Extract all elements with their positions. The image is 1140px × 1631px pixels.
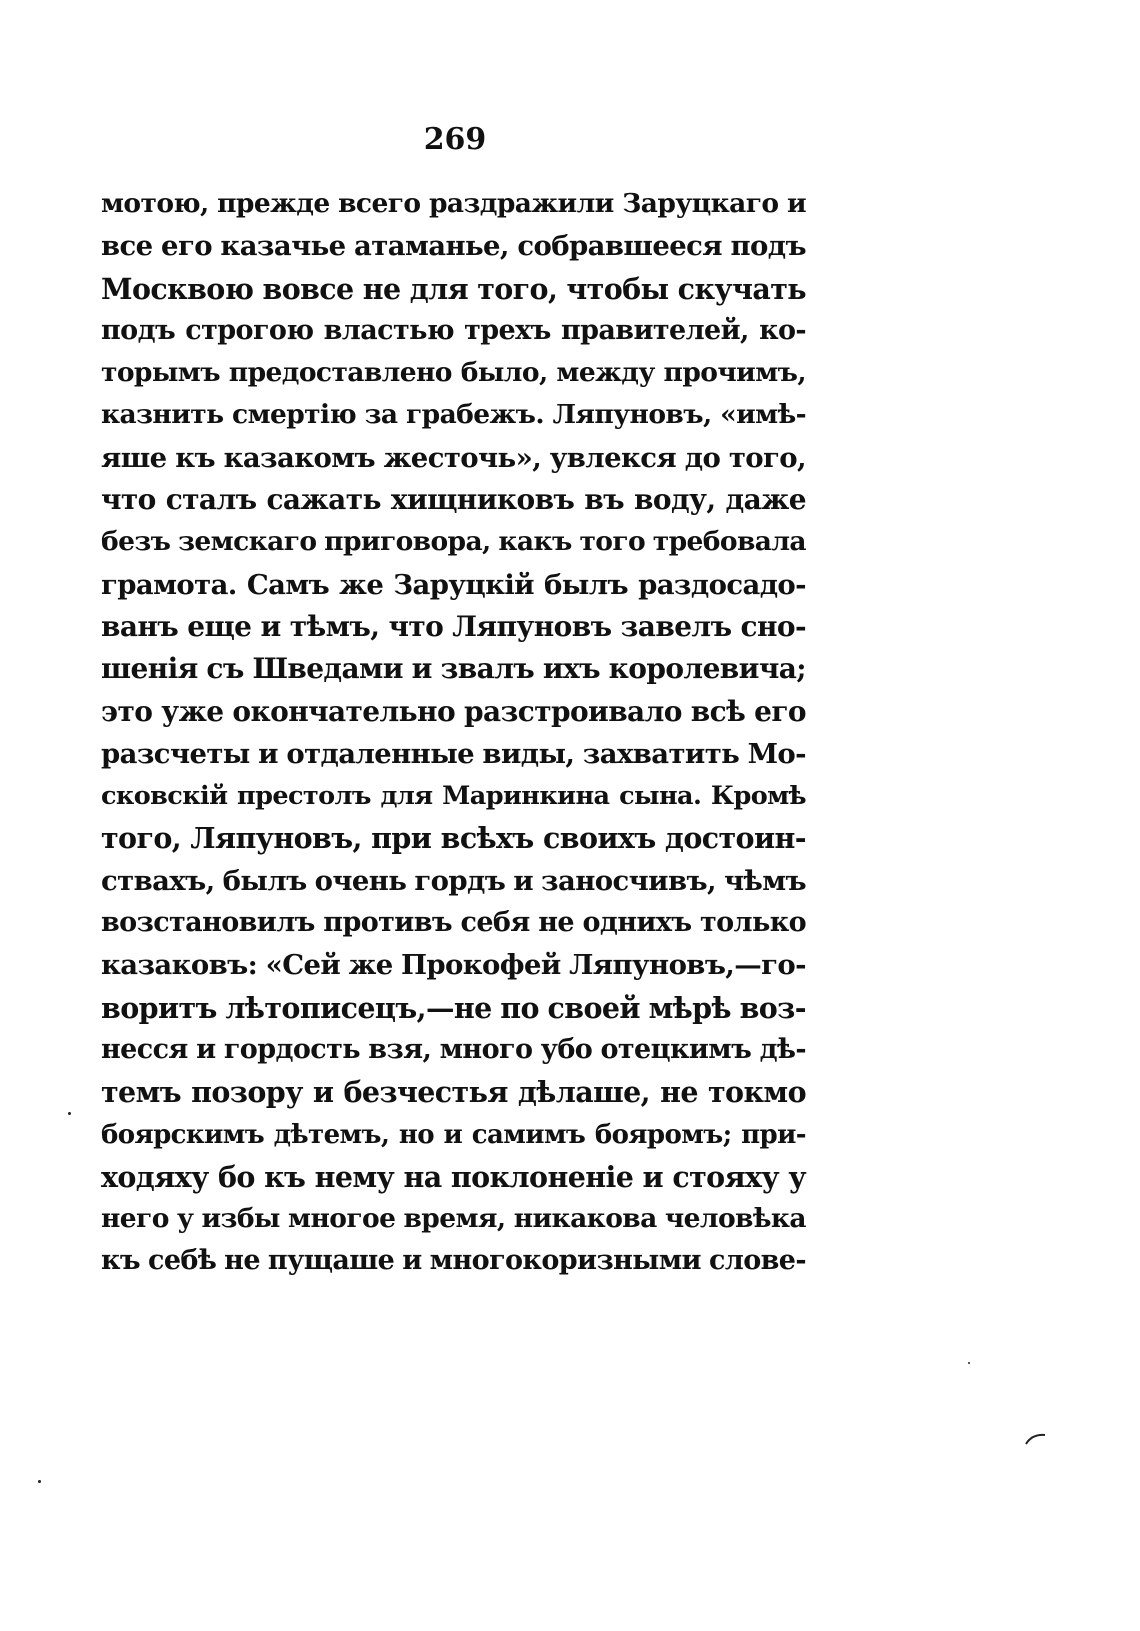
text-line: Москвою вовсе не для того, чтобы скучать (101, 271, 806, 306)
text-line: все его казачье атаманье, собравшееся подъ (101, 230, 806, 263)
text-line: шенія съ Шведами и звалъ ихъ королевича; (101, 652, 806, 686)
text-line: торымъ предоставлено было, между прочимъ, (101, 357, 806, 389)
text-line: того, Ляпуновъ, при всѣхъ своихъ достоин- (101, 821, 806, 856)
text-line: сковскій престолъ для Маринкина сына. Кромѣ (101, 781, 806, 812)
body-text (101, 183, 806, 1283)
text-line: казнить смертію за грабежъ. Ляпуновъ, «имѣ- (101, 399, 806, 431)
text-line: къ себѣ не пущаше и многокоризными слове- (101, 1245, 806, 1277)
text-line: мотою, прежде всего раздражили Заруцкаго и (101, 188, 806, 219)
text-line: него у избы многое время, никакова человѣка (101, 1203, 806, 1235)
text-line: несся и гордость взя, много убо отецкимъ дѣ- (101, 1033, 806, 1065)
text-line: воритъ лѣтописецъ,—не по своей мѣрѣ воз- (101, 990, 806, 1025)
text-line: что сталъ сажать хищниковъ въ воду, даже (101, 483, 806, 517)
text-line: безъ земскаго приговора, какъ того требовала (101, 526, 806, 558)
text-line: ствахъ, былъ очень гордъ и заносчивъ, чѣмъ (101, 864, 806, 897)
scan-speck (68, 1112, 71, 1115)
text-line: подъ строгою властью трехъ правителей, ко- (101, 314, 806, 346)
text-line: грамота. Самъ же Заруцкій былъ раздосадо- (101, 568, 806, 601)
text-line: это уже окончательно разстроивало всѣ его (101, 694, 806, 728)
text-line: боярскимъ дѣтемъ, но и самимъ бояромъ; при- (101, 1119, 806, 1150)
text-line: темъ позору и безчестья дѣлаше, не токмо (101, 1075, 806, 1110)
page-number: 269 (423, 122, 487, 157)
text-line: ванъ еще и тѣмъ, что Ляпуновъ завелъ сно- (101, 609, 806, 643)
text-line: возстановилъ противъ себя не однихъ только (101, 907, 806, 939)
text-line: казаковъ: «Сей же Прокофей Ляпуновъ,—го- (101, 949, 806, 982)
scan-mark (1025, 1432, 1047, 1446)
scan-speck (38, 1480, 41, 1483)
text-line: ходяху бо къ нему на поклоненіе и стояху у (101, 1159, 806, 1194)
text-line: яше къ казакомъ жесточь», увлекся до того, (101, 441, 806, 474)
text-line: разсчеты и отдаленные виды, захватить Мо- (101, 737, 806, 770)
scan-speck (968, 1362, 970, 1364)
